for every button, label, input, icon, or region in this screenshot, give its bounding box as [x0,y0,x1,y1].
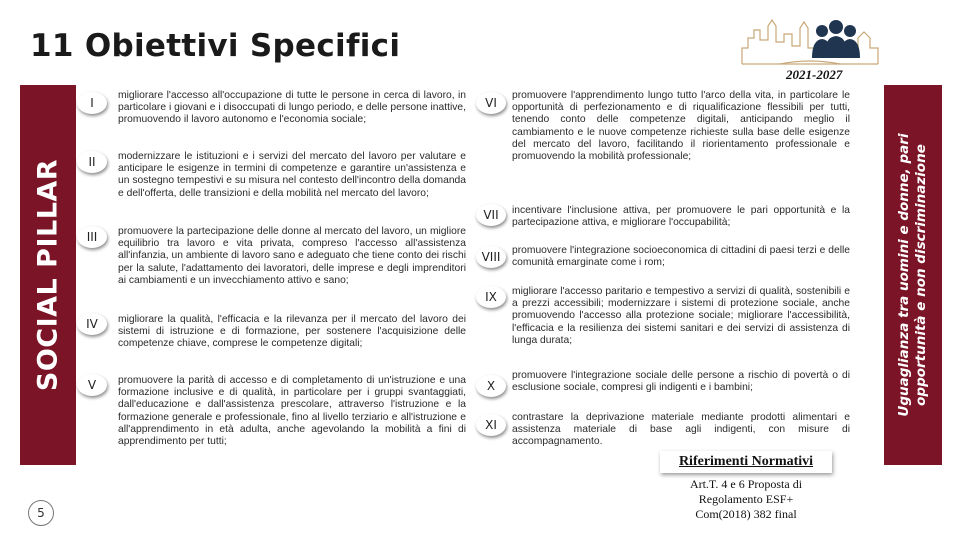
objective-number: IX [476,286,506,308]
program-period: 2021-2027 [786,67,843,82]
page-title: 11 Obiettivi Specifici [30,28,401,64]
objective-number: XI [476,414,506,436]
objective-number: VII [476,204,506,226]
objective-number: VIII [476,246,506,268]
objective-text: promuovere la parità di accesso e di completamento di un'istruzione e una formazione inclusive e di qualità, in particolare per i gruppi svantaggiati, dall'educazione e dall'assistenza prescolare, attraverso l'istruzione e la formazione generale e professionale, fino al livello terziario e all'istruzione e all'apprendimento in età adulta, anche agevolando la mobilità a fini di apprendimento per tutti; [118,375,466,448]
reference-line: Com(2018) 382 final [695,507,797,521]
equality-label [896,133,930,416]
reference-line: Art.T. 4 e 6 Proposta di [689,477,803,491]
objective-text: modernizzare le istituzioni e i servizi del mercato del lavoro per valutare e anticipare le esigenze in termini di competenze e garantire un'assistenza e un sostegno tempestivi e su misura nel contesto dell'incontro della domanda e dell'offerta, delle transizioni e della mobilità nel mercato del lavoro; [118,151,466,199]
objective-text: migliorare la qualità, l'efficacia e la rilevanza per il mercato del lavoro dei sistemi di istruzione e di formazione, per sostenere l'acquisizione delle competenze chiave, comprese le competenze digitali; [118,314,466,350]
objective-text: migliorare l'accesso all'occupazione di tutte le persone in cerca di lavoro, in particolare i giovani e i disoccupati di lungo periodo, e delle persone inattive, promuovendo il lavoro autonomo e l'economia sociale; [118,90,466,126]
reference-line: Regolamento ESF+ [698,492,794,506]
objective-number: IV [77,313,107,335]
references-text [648,477,844,522]
references-title: Riferimenti Normativi [660,451,832,473]
objective-text: migliorare l'accesso paritario e tempestivo a servizi di qualità, sostenibili e a prezzi accessibili; modernizzare i sistemi di protezione sociale, anche promuovendo l'accesso alla protezione sociale; migliorare l'accessibilità, l'efficacia e la resilienza dei sistemi sanitari e dei servizi di assistenza di lunga durata; [512,286,850,346]
objective-text: promuovere l'integrazione sociale delle persone a rischio di povertà o di esclusione sociale, compresi gli indigenti e i bambini; [512,370,850,394]
objective-number: X [476,375,506,397]
objective-number: II [77,151,107,173]
page-number: 5 [28,500,54,526]
equality-label-line-2: opportunità e non discriminazione [913,144,929,406]
objective-text: incentivare l'inclusione attiva, per promuovere le pari opportunità e la partecipazione attiva, e migliorare l'occupabilità; [512,205,850,229]
objective-number: I [77,92,107,114]
objective-text: promuovere la partecipazione delle donne al mercato del lavoro, un migliore equilibrio tra lavoro e vita privata, compreso l'accesso all'assistenza all'infanzia, un ambiente di lavoro sano e adeguato che tiene conto dei rischi per la salute, l'adattamento dei lavoratori, delle imprese e degli imprenditori ai cambiamenti e un invecchiamento attivo e sano; [118,226,466,286]
equality-label-line-1: Uguaglianza tra uomini e donne, pari [896,133,912,417]
objective-text: promuovere l'integrazione socioeconomica di cittadini di paesi terzi e delle comunità emarginate come i rom; [512,245,850,269]
objective-number: III [77,226,107,248]
objective-text: promuovere l'apprendimento lungo tutto l'arco della vita, in particolare le opportunità di perfezionamento e di riqualificazione flessibili per tutti, tenendo conto delle competenze digitali, anticipando meglio il cambiamento e le nuove competenze richieste sulla base delle esigenze del mercato del lavoro, facilitando il riorientamento professionale e promuovendo la mobilità professionale; [512,90,850,163]
references-box [648,443,844,525]
social-pillar-label: SOCIAL PILLAR [32,158,64,392]
objective-number: VI [476,92,506,114]
objective-number: V [77,374,107,396]
objective-text: contrastare la deprivazione materiale mediante prodotti alimentari e assistenza materiale di base agli indigenti, con misure di accompagnamento. [512,412,850,448]
